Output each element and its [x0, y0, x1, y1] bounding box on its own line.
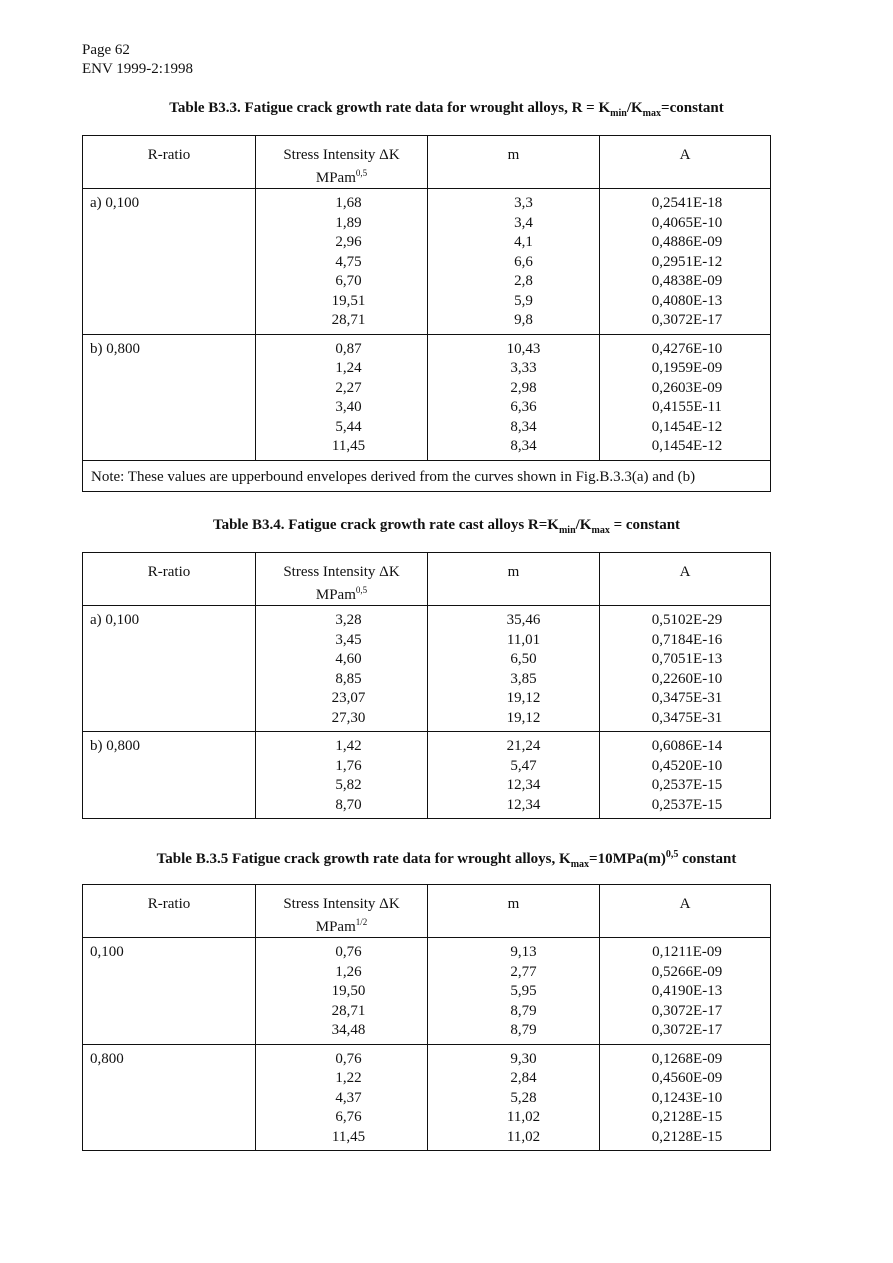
table-header-row [83, 136, 770, 188]
r-ratio-label: 0,100 [90, 944, 124, 960]
m-column [427, 189, 599, 334]
a-column [599, 335, 770, 460]
stress-intensity-value: 1,22 [335, 1070, 362, 1086]
header-r-ratio: R-ratio [147, 564, 191, 580]
stress-intensity-value: 34,48 [331, 1022, 366, 1038]
a-value: 0,2128E-15 [651, 1128, 723, 1145]
stress-intensity-value: 3,28 [335, 612, 362, 628]
r-ratio-label: a) 0,100 [90, 195, 140, 211]
m-value: 10,43 [506, 340, 541, 357]
table-header-row [83, 553, 770, 605]
r-ratio-label: 0,800 [90, 1050, 124, 1067]
a-value: 0,3475E-31 [651, 709, 723, 726]
m-value: 3,33 [510, 360, 537, 376]
m-value: 5,95 [510, 983, 537, 999]
a-column [599, 1045, 770, 1151]
stress-intensity-value: 1,76 [335, 757, 362, 774]
m-value: 21,24 [506, 738, 541, 754]
stress-intensity-value: 27,30 [331, 709, 366, 726]
stress-intensity-value: 1,89 [335, 214, 362, 231]
m-value: 9,30 [510, 1050, 537, 1067]
stress-intensity-value: 11,45 [331, 438, 366, 454]
m-value: 3,85 [510, 670, 537, 687]
a-column [599, 606, 770, 731]
m-value: 5,28 [510, 1089, 537, 1106]
stress-intensity-value: 8,70 [335, 796, 362, 813]
stress-intensity-column [255, 335, 427, 460]
table-note-row [83, 460, 770, 491]
table-note: Note: These values are upperbound envelopes derived from the curves shown in Fig.B.3.3(a) and (b) [91, 468, 696, 485]
a-value: 0,4838E-09 [651, 273, 723, 289]
a-value: 0,1211E-09 [652, 944, 722, 960]
stress-intensity-value: 19,50 [331, 983, 366, 999]
m-column [427, 606, 599, 731]
m-value: 12,34 [506, 796, 541, 813]
stress-intensity-value: 2,96 [335, 234, 362, 250]
stress-intensity-value: 4,75 [335, 253, 362, 270]
a-value: 0,4065E-10 [651, 214, 723, 231]
stress-intensity-value: 11,45 [331, 1128, 366, 1145]
table-row [83, 334, 770, 460]
stress-intensity-value: 4,60 [335, 651, 362, 667]
a-value: 0,2541E-18 [651, 195, 723, 211]
a-value: 0,3475E-31 [651, 690, 723, 706]
m-value: 5,47 [510, 757, 537, 774]
m-value: 2,84 [510, 1070, 537, 1086]
table-row [83, 937, 770, 1044]
m-value: 5,9 [514, 292, 533, 309]
m-value: 9,8 [514, 312, 533, 328]
m-value: 19,12 [506, 690, 541, 706]
stress-intensity-value: 28,71 [331, 312, 366, 328]
a-value: 0,2537E-15 [651, 777, 723, 793]
a-value: 0,7051E-13 [651, 651, 723, 667]
m-value: 6,50 [510, 651, 537, 667]
a-value: 0,3072E-17 [651, 1022, 723, 1038]
page-number: Page 62 [82, 42, 130, 58]
a-value: 0,4886E-09 [651, 234, 723, 250]
a-value: 0,4520E-10 [651, 757, 723, 774]
a-value: 0,1268E-09 [651, 1050, 723, 1067]
a-value: 0,6086E-14 [651, 738, 723, 754]
stress-intensity-value: 3,45 [335, 631, 362, 648]
m-value: 19,12 [506, 709, 541, 726]
stress-intensity-value: 5,44 [335, 418, 362, 435]
header-a: A [599, 553, 770, 605]
a-value: 0,2603E-09 [651, 379, 723, 396]
stress-intensity-value: 6,70 [335, 273, 362, 289]
header-a: A [599, 885, 770, 937]
m-value: 11,02 [506, 1128, 541, 1145]
table-header-row [83, 885, 770, 937]
m-value: 8,34 [510, 438, 537, 454]
stress-intensity-value: 6,76 [335, 1109, 362, 1125]
a-column [599, 732, 770, 818]
a-value: 0,1243E-10 [651, 1089, 723, 1106]
m-value: 3,3 [514, 195, 533, 211]
a-value: 0,2128E-15 [651, 1109, 723, 1125]
m-value: 35,46 [506, 612, 541, 628]
m-column [427, 732, 599, 818]
standard-reference: ENV 1999-2:1998 [82, 61, 193, 77]
table-b33-caption: Table B3.3. Fatigue crack growth rate data for wrought alloys, $R = K_{min}/K_{max}=constant$ [169, 100, 724, 119]
a-value: 0,4276E-10 [651, 340, 723, 357]
header-stress-intensity: Stress Intensity ΔK MPam$^{1/2}$ [255, 885, 427, 937]
stress-intensity-value: 23,07 [331, 690, 366, 706]
header-m: m [427, 553, 599, 605]
m-column [427, 335, 599, 460]
m-value: 8,34 [510, 418, 537, 435]
stress-intensity-value: 4,37 [335, 1089, 362, 1106]
m-value: 12,34 [506, 777, 541, 793]
a-value: 0,5102E-29 [651, 612, 723, 628]
r-ratio-label: a) 0,100 [90, 612, 140, 628]
stress-intensity-value: 1,26 [335, 963, 362, 980]
table-row [83, 731, 770, 818]
m-value: 2,8 [514, 273, 533, 289]
m-value: 11,02 [506, 1109, 541, 1125]
a-value: 0,7184E-16 [651, 631, 723, 648]
stress-intensity-value: 1,68 [335, 195, 362, 211]
a-value: 0,1959E-09 [651, 360, 723, 376]
header-m: m [427, 136, 599, 188]
stress-intensity-value: 0,87 [335, 340, 362, 357]
a-value: 0,3072E-17 [651, 312, 723, 328]
stress-intensity-value: 0,76 [335, 944, 362, 960]
table-row [83, 188, 770, 334]
table-b35-caption: Table B.3.5 Fatigue crack growth rate data for wrought alloys, $K_{max}=10MPa(m)^{0,5}$ constant [156, 849, 737, 870]
m-column [427, 1045, 599, 1151]
stress-intensity-value: 3,40 [335, 399, 362, 415]
stress-intensity-column [255, 606, 427, 731]
header-r-ratio: R-ratio [147, 896, 191, 912]
table-b35 [82, 884, 771, 1151]
table-b34 [82, 552, 771, 819]
a-value: 0,2951E-12 [651, 253, 723, 270]
a-value: 0,1454E-12 [651, 438, 723, 454]
m-value: 9,13 [510, 944, 537, 960]
table-row [83, 605, 770, 731]
m-value: 4,1 [514, 234, 533, 250]
stress-intensity-value: 5,82 [335, 777, 362, 793]
m-value: 11,01 [506, 631, 541, 648]
m-column [427, 938, 599, 1044]
m-value: 6,6 [514, 253, 533, 270]
stress-intensity-column [255, 938, 427, 1044]
stress-intensity-value: 1,42 [335, 738, 362, 754]
stress-intensity-value: 8,85 [335, 670, 362, 687]
a-value: 0,1454E-12 [651, 418, 723, 435]
table-row [83, 1044, 770, 1151]
a-value: 0,3072E-17 [651, 1002, 723, 1019]
a-value: 0,2537E-15 [651, 796, 723, 813]
header-stress-intensity: Stress Intensity ΔK MPam$^{0,5}$ [255, 553, 427, 605]
m-value: 8,79 [510, 1022, 537, 1038]
a-value: 0,4155E-11 [652, 399, 722, 415]
header-a: A [599, 136, 770, 188]
m-value: 8,79 [510, 1002, 537, 1019]
stress-intensity-column [255, 1045, 427, 1151]
a-column [599, 938, 770, 1044]
a-value: 0,5266E-09 [651, 963, 723, 980]
m-value: 6,36 [510, 399, 537, 415]
stress-intensity-column [255, 732, 427, 818]
a-value: 0,4080E-13 [651, 292, 723, 309]
stress-intensity-value: 28,71 [331, 1002, 366, 1019]
table-b34-caption: Table B3.4. Fatigue crack growth rate cast alloys $R=K_{min}/K_{max}$ = constant [212, 517, 681, 536]
stress-intensity-value: 0,76 [335, 1050, 362, 1067]
stress-intensity-column [255, 189, 427, 334]
stress-intensity-value: 1,24 [335, 360, 362, 376]
stress-intensity-value: 19,51 [331, 292, 366, 309]
m-value: 3,4 [514, 214, 533, 231]
stress-intensity-value: 2,27 [335, 379, 362, 396]
a-column [599, 189, 770, 334]
header-m: m [427, 885, 599, 937]
m-value: 2,77 [510, 963, 537, 980]
table-b33 [82, 135, 771, 492]
a-value: 0,4190E-13 [651, 983, 723, 999]
a-value: 0,4560E-09 [651, 1070, 723, 1086]
header-r-ratio: R-ratio [147, 147, 191, 163]
m-value: 2,98 [510, 379, 537, 396]
a-value: 0,2260E-10 [651, 670, 723, 687]
header-stress-intensity: Stress Intensity ΔK MPam$^{0,5}$ [255, 136, 427, 188]
r-ratio-label: b) 0,800 [90, 738, 140, 754]
r-ratio-label: b) 0,800 [90, 340, 140, 357]
